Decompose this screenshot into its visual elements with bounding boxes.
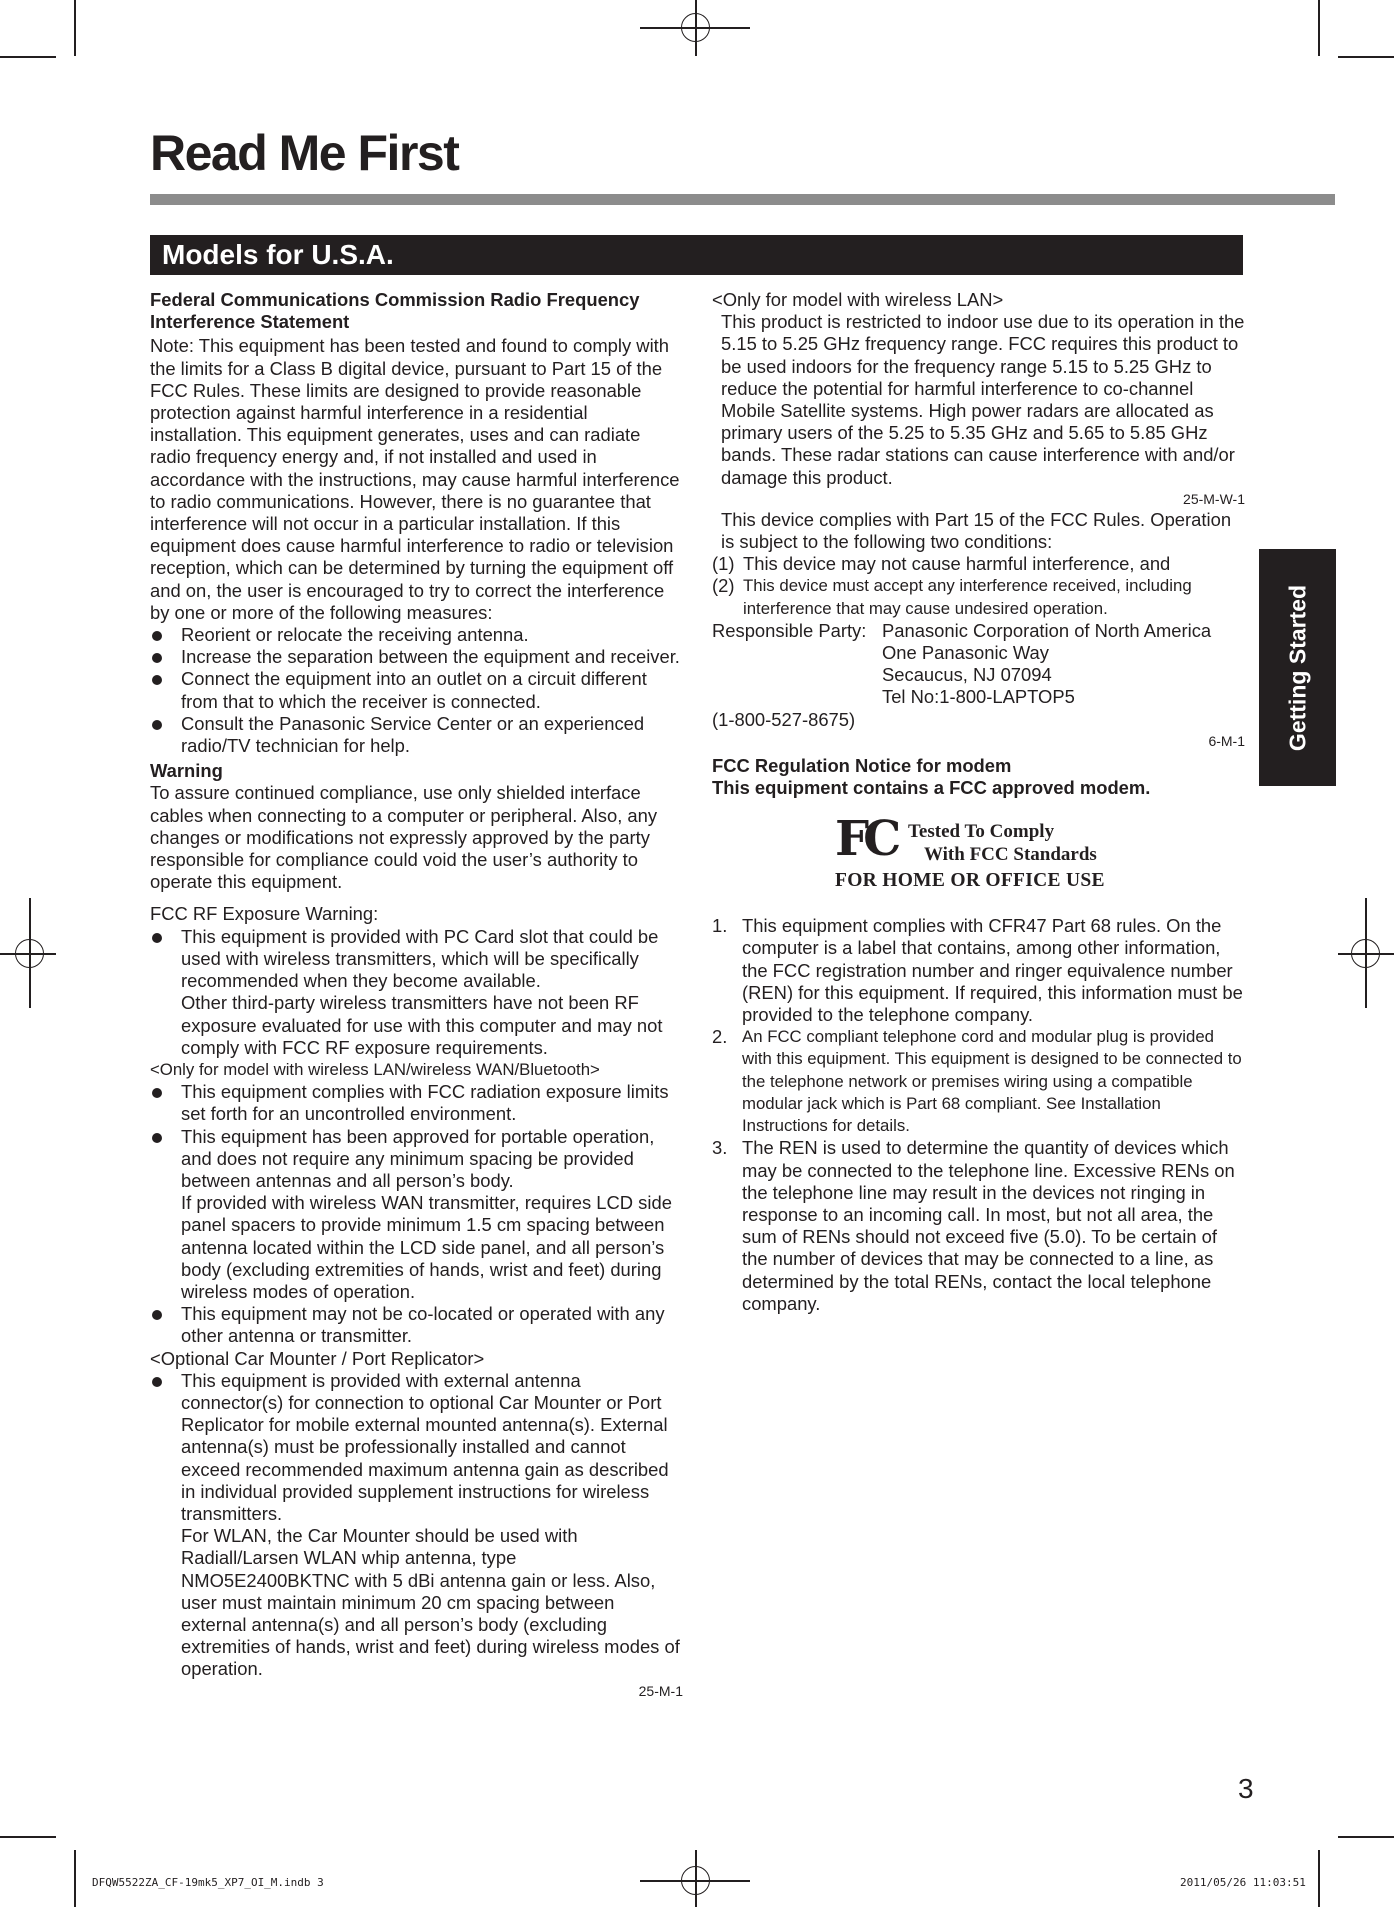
fcc-logo-line: With FCC Standards <box>924 844 1097 866</box>
fcc-logo-mark: FC <box>835 811 896 868</box>
modem-heading: FCC Regulation Notice for modem <box>712 754 1012 776</box>
crop-mark <box>0 1836 56 1838</box>
left-column <box>150 289 683 1701</box>
fcc-logo-line: FOR HOME OR OFFICE USE <box>835 870 1105 892</box>
wlan-note: <Only for model with wireless LAN> <box>712 289 1004 310</box>
print-slug-file: DFQW5522ZA_CF-19mk5_XP7_OI_M.indb 3 <box>92 1876 324 1889</box>
side-tab-label: Getting Started <box>1284 584 1310 751</box>
registration-mark <box>1351 939 1380 968</box>
measure-item: Connect the equipment into an outlet on a circuit different from that to which the receiver is connected. <box>150 668 683 712</box>
modem-item <box>712 915 1245 1026</box>
wireless-bullet: This equipment has been approved for portable operation, and does not require any minimum spacing be provided between antennas and all person’s body. <box>150 1126 683 1193</box>
measure-item: Consult the Panasonic Service Center or an experienced radio/TV technician for help. <box>150 713 683 757</box>
wireless-bullet: This equipment may not be co-located or operated with any other antenna or transmitter. <box>150 1303 683 1347</box>
fcc-heading: Federal Communications Commission Radio Frequency Interference Statement <box>150 289 640 333</box>
right-column <box>712 289 1245 1315</box>
crop-mark <box>74 1850 76 1907</box>
crop-mark <box>1318 1850 1320 1907</box>
modem-item-number: 2. <box>712 1026 728 1048</box>
condition-text: This device may not cause harmful interference, and <box>743 553 1171 575</box>
wireless-bullet-continued: If provided with wireless WAN transmitter, requires LCD side panel spacers to provide minimum 1.5 cm spacing between antenna located within the LCD side panel, and all person’s body (excluding extremities of hands, wrist and feet) during wireless modes of operation. <box>181 1192 672 1302</box>
crop-mark <box>74 0 76 56</box>
rf-bullet-continued: Other third-party wireless transmitters have not been RF exposure evaluated for use with this computer and may not comply with FCC RF exposure requirements. <box>181 992 663 1058</box>
crop-mark <box>1318 0 1320 56</box>
reference-code: 6-M-1 <box>1208 732 1245 749</box>
modem-item-text: The REN is used to determine the quantity of devices which may be connected to the telephone line. Excessive RENs on the telephone line may result in the devices not ringing in response to an incoming call. In most, but not all area, the sum of RENs should not exceed five (5.0). To be certain of the number of devices that may be connected to a line, as determined by the total RENs, contact the local telephone company. <box>742 1137 1235 1314</box>
wireless-bullet: This equipment complies with FCC radiation exposure limits set forth for an uncontrolled environment. <box>150 1081 683 1125</box>
modem-subheading: This equipment contains a FCC approved modem. <box>712 777 1151 799</box>
page-title: Read Me First <box>150 125 459 181</box>
modem-item-number: 1. <box>712 915 728 937</box>
measure-item: Increase the separation between the equipment and receiver. <box>150 646 683 668</box>
address-line: One Panasonic Way <box>882 642 1049 664</box>
car-bullet: This equipment is provided with external antenna connector(s) for connection to optional Car Mounter or Port Replicator for mobile external mounted antenna(s). External antenna(s) must be professionally installed and cannot exceed recommended maximum antenna gain as described in individual provided supplement instructions for wireless transmitters. <box>150 1370 683 1525</box>
section-heading: Models for U.S.A. <box>150 235 1243 275</box>
reference-code: 25-M-1 <box>638 1682 683 1699</box>
crop-mark <box>0 56 56 58</box>
registration-mark <box>681 1866 710 1895</box>
modem-item <box>712 1026 1245 1137</box>
title-rule <box>150 194 1335 205</box>
rf-heading: FCC RF Exposure Warning: <box>150 903 379 925</box>
car-bullet-continued: For WLAN, the Car Mounter should be used with Radiall/Larsen WLAN whip antenna, type NMO5E2400BKTNC with 5 dBi antenna gain or less. Also, user must maintain minimum 20 cm spacing between external antenna(s) and all person’s body (excluding extremities of hands, wrist and feet) during wireless modes of operation. <box>181 1525 680 1680</box>
responsible-party <box>712 620 1245 642</box>
fcc-note: Note: This equipment has been tested and found to comply with the limits for a Class B digital device, pursuant to Part 15 of the FCC Rules. These limits are designed to provide reasonable protection against harmful interference in a residential installation. This equipment generates, uses and can radiate radio frequency energy and, if not installed and used in accordance with the instructions, may cause harmful interference to radio communications. However, there is no guarantee that interference will not occur in a particular installation. If this equipment does cause harmful interference to radio or television reception, which can be determined by turning the equipment off and on, the user is encouraged to try to correct the interference by one or more of the following measures: <box>150 335 680 623</box>
address-line: Secaucus, NJ 07094 <box>882 664 1052 686</box>
reference-code: 25-M-W-1 <box>1183 490 1245 507</box>
warning-text: To assure continued compliance, use only shielded interface cables when connecting to a computer or peripheral. Also, any changes or modifications not expressly approved by the party responsible for compliance could void the user’s authority to operate this equipment. <box>150 782 658 893</box>
car-note: <Optional Car Mounter / Port Replicator> <box>150 1347 485 1369</box>
page-number: 3 <box>1238 1773 1254 1804</box>
part15-text: This device complies with Part 15 of the FCC Rules. Operation is subject to the following two conditions: <box>721 508 1232 553</box>
condition-item <box>712 575 1245 619</box>
crop-mark <box>1338 56 1394 58</box>
crop-mark <box>1338 1836 1394 1838</box>
fcc-logo-line: Tested To Comply <box>908 821 1055 843</box>
measure-item: Reorient or relocate the receiving antenna. <box>150 624 683 646</box>
wireless-note: <Only for model with wireless LAN/wireless WAN/Bluetooth> <box>150 1059 600 1079</box>
registration-mark <box>681 13 710 42</box>
condition-text: This device must accept any interference received, including interference that may cause undesired operation. <box>743 576 1192 618</box>
registration-mark <box>15 939 44 968</box>
modem-item-text: This equipment complies with CFR47 Part 68 rules. On the computer is a label that contains, among other information, the FCC registration number and ringer equivalence number (REN) for this equipment. If required, this information must be provided to the telephone company. <box>742 915 1243 1026</box>
condition-number: (2) <box>712 575 735 597</box>
address-line: Tel No:1-800-LAPTOP5 <box>882 686 1075 708</box>
modem-item-number: 3. <box>712 1137 728 1159</box>
phone-line: (1-800-527-8675) <box>712 708 856 730</box>
wlan-text: This product is restricted to indoor use due to its operation in the 5.15 to 5.25 GHz frequency range. FCC requires this product to be used indoors for the frequency range 5.15 to 5.25 GHz to reduce the potential for harmful interference to co-channel Mobile Satellite systems. High power radars are allocated as primary users of the 5.25 to 5.35 GHz and 5.65 to 5.85 GHz bands. These radar stations can cause interference with and/or damage this product. <box>721 311 1245 488</box>
fcc-logo <box>712 811 1245 901</box>
rf-bullet: This equipment is provided with PC Card slot that could be used with wireless transmitters, which will be specifically recommended when they become available. <box>150 926 683 993</box>
modem-item <box>712 1137 1245 1315</box>
warning-heading: Warning <box>150 760 223 782</box>
side-tab <box>1259 549 1336 786</box>
condition-number: (1) <box>712 553 735 575</box>
modem-item-text: An FCC compliant telephone cord and modular plug is provided with this equipment. This equipment is designed to be connected to the telephone network or premises wiring using a compatible modular jack which is Part 68 compliant. See Installation Instructions for details. <box>742 1027 1242 1136</box>
responsible-label: Responsible Party: <box>712 619 867 641</box>
print-slug-date: 2011/05/26 11:03:51 <box>1180 1876 1306 1889</box>
condition-item <box>712 553 1245 575</box>
responsible-name: Panasonic Corporation of North America <box>882 619 1212 641</box>
